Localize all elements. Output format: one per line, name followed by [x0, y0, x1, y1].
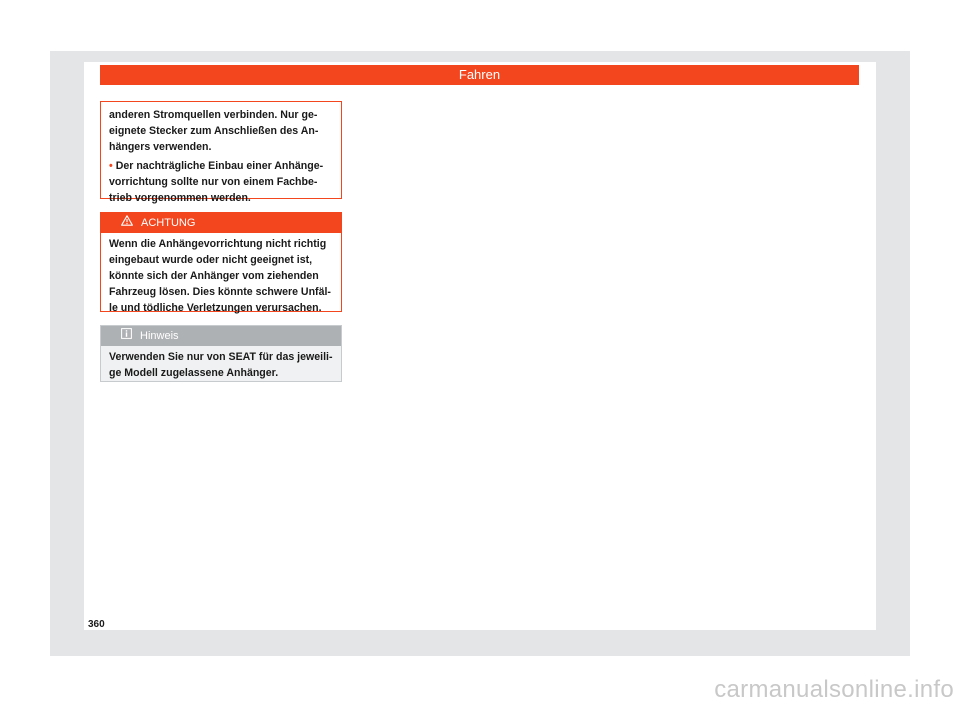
warning-header [101, 213, 341, 233]
watermark-text[interactable]: carmanualsonline.info [714, 676, 954, 703]
continued-warning-box [100, 101, 342, 204]
bullet-text: Der nachträgliche Einbau einer Anhänge- vorrichtung sollte nur von einem Fachbe- trieb vorgenommen werden. [109, 160, 324, 204]
warning-box [100, 212, 342, 312]
bullet-icon: • [109, 160, 113, 172]
info-icon [121, 326, 132, 346]
continued-paragraph: anderen Stromquellen verbinden. Nur ge- eignete Stecker zum Anschließen des An- hängers verwenden. [109, 109, 319, 153]
note-body: Verwenden Sie nur von SEAT für das jeweili- ge Modell zugelassene Anhänger. [109, 351, 333, 379]
page-number: 360 [88, 619, 105, 630]
bullet-item [109, 158, 333, 206]
warning-title: ACHTUNG [141, 217, 196, 229]
note-header [101, 326, 341, 346]
note-title: Hinweis [140, 330, 179, 342]
note-box [100, 325, 342, 382]
warning-body: Wenn die Anhängevorrichtung nicht richtig eingebaut wurde oder nicht geeignet ist, könnte sich der Anhänger vom ziehenden Fahrzeug lösen. Dies könnte schwere Unfäl- le und tödliche Verletzungen verursachen. [109, 238, 331, 314]
warning-triangle-icon [121, 213, 133, 233]
section-header: Fahren [100, 65, 859, 85]
